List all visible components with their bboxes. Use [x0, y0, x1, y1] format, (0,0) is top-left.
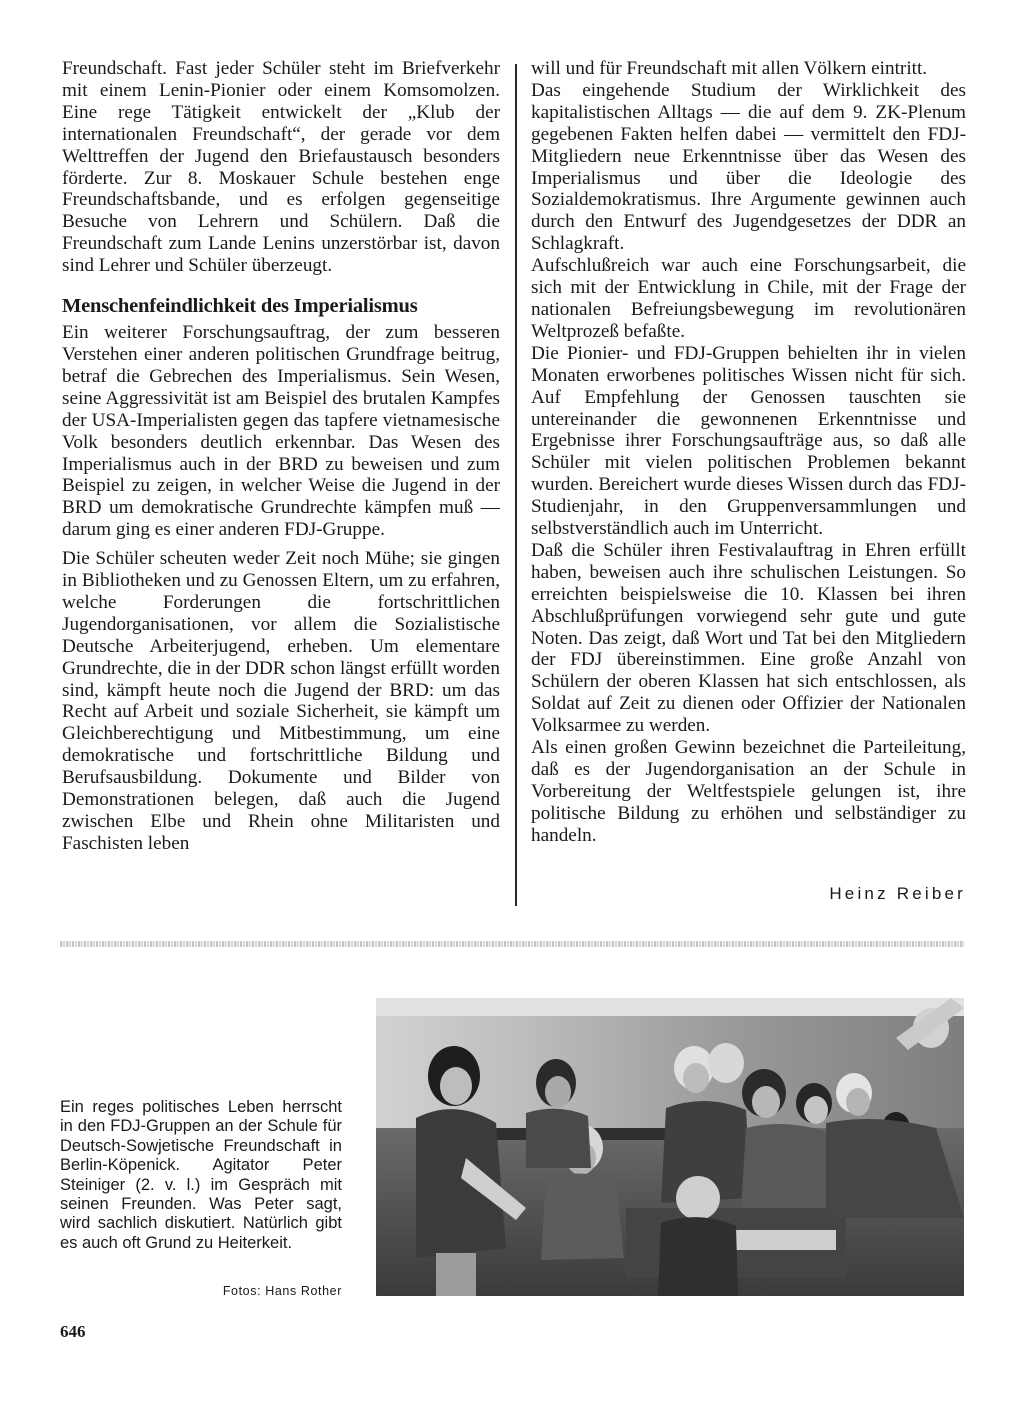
page-number: 646	[60, 1322, 86, 1341]
article-paragraph: Die Pionier- und FDJ-Gruppen behielten ihr in vielen Monaten erworbenes politisches Wissen nicht für sich. Auf Empfehlung der Genossen tauschten sie untereinander die gewonnenen Erkenntnisse und Ergebnisse ihrer Forschungsaufträge aus, so daß alle Schüler mit vielen politischen Problemen bekannt wurden. Bereichert wurde dieses Wissen durch das FDJ-Studienjahr, in den Gruppenversammlungen und selbstverständlich auch im Unterricht.	[531, 342, 966, 540]
article-paragraph: Aufschlußreich war auch eine Forschungsarbeit, die sich mit der Entwicklung in Chile, mit der Frage der nationalen Befreiungsbewegung im revolutionären Weltprozeß befaßte.	[531, 255, 966, 342]
photo-caption: Ein reges politisches Leben herrscht in den FDJ-Gruppen an der Schule für Deutsch-Sowjetische Freundschaft in Berlin-Köpenick. Agitator Peter Steiniger (2. v. l.) im Gespräch mit seinen Freunden. Was Peter sagt, wird sachlich diskutiert. Natürlich gibt es auch oft Grund zu Heiterkeit.	[60, 1098, 342, 1252]
section-separator	[60, 941, 964, 947]
column-divider	[515, 64, 517, 906]
article-paragraph: will und für Freundschaft mit allen Völkern eintritt.	[531, 58, 928, 79]
article-paragraph: Daß die Schüler ihren Festivalauftrag in Ehren erfüllt haben, beweisen auch ihre schulischen Leistungen. So erreichten beispielsweise die 10. Klassen bei ihren Abschlußprüfungen vorwiegend sehr gute und gute Noten. Das zeigt, daß Wort und Tat bei den Mitgliedern der FDJ übereinstimmen. Eine große Anzahl von Schülern der oberen Klassen hat sich entschlossen, als Soldat auf Zeit zu dienen oder Offizier der Nationalen Volksarmee zu werden.	[531, 539, 966, 737]
article-paragraph: Die Schüler scheuten weder Zeit noch Mühe; sie gingen in Bibliotheken und zu Genossen Eltern, um zu erfahren, welche Forderungen die fortschrittlichen Jugendorganisationen, vor allem die Sozialistische Deutsche Arbeiterjugend, erheben. Um elementare Grundrechte, die in der DDR schon längst erfüllt worden sind, kämpft heute noch die Jugend der BRD: um das Recht auf Arbeit und soziale Sicherheit, sie kämpft um Gleichberechtigung und Mitbestimmung, um eine demokratische und fortschrittliche Bildung und Berufsausbildung. Dokumente und Bilder von Demonstrationen belegen, daß auch die Jugend zwischen Elbe und Rhein ohne Militaristen und Faschisten leben	[62, 548, 500, 854]
article-paragraph: Das eingehende Studium der Wirklichkeit des kapitalistischen Alltags — die auf dem 9. ZK-Plenum gegebenen Fakten helfen dabei — vermittelt den FDJ-Mitgliedern neue Erkenntnisse über das Wesen des Imperialismus und über die Ideologie des Sozialdemokratismus. Ihre Argumente gewinnen auch durch den Entwurf des Jugendgesetzes der DDR an Schlagkraft.	[531, 79, 966, 255]
classroom-photo-illustration	[376, 998, 964, 1296]
article-left-column	[62, 58, 500, 855]
photo-credit: Fotos: Hans Rother	[222, 1284, 342, 1298]
author-signature: Heinz Reiber	[829, 884, 966, 903]
article-paragraph: Als einen großen Gewinn bezeichnet die Parteileitung, daß es der Jugendorganisation an der Schule in Vorbereitung der Weltfestspiele gelungen ist, ihre politische Bildung zu erhöhen und selbständiger zu handeln.	[531, 737, 966, 846]
classroom-photo	[376, 998, 964, 1296]
section-heading: Menschenfeindlichkeit des Imperialismus	[62, 295, 418, 318]
article-paragraph: Ein weiterer Forschungsauftrag, der zum besseren Verstehen einer anderen politischen Grundfrage beitrug, betraf die Gebrechen des Imperialismus. Sein Wesen, seine Aggressivität ist am Beispiel des brutalen Kampfes der USA-Imperialisten gegen das tapfere vietnamesische Volk besonders deutlich erkennbar. Das Wesen des Imperialismus auch in der BRD zu beweisen und zum Beispiel zu zeigen, in welcher Weise die Jugend in der BRD um demokratische Grundrechte kämpfen muß — darum ging es einer anderen FDJ-Gruppe.	[62, 322, 500, 541]
article-right-column	[531, 58, 966, 847]
article-paragraph: Freundschaft. Fast jeder Schüler steht im Briefverkehr mit einem Lenin-Pionier oder einem Komsomolzen. Eine rege Tätigkeit entwickelt der „Klub der internationalen Freundschaft“, der gerade vor dem Welttreffen der Jugend den Briefaustausch besonders förderte. Zur 8. Moskauer Schule bestehen enge Freundschaftsbande, und es erfolgen gegenseitige Besuche von Lehrern und Schülern. Daß die Freundschaft zum Lande Lenins unzerstörbar ist, davon sind Lehrer und Schüler überzeugt.	[62, 58, 500, 277]
